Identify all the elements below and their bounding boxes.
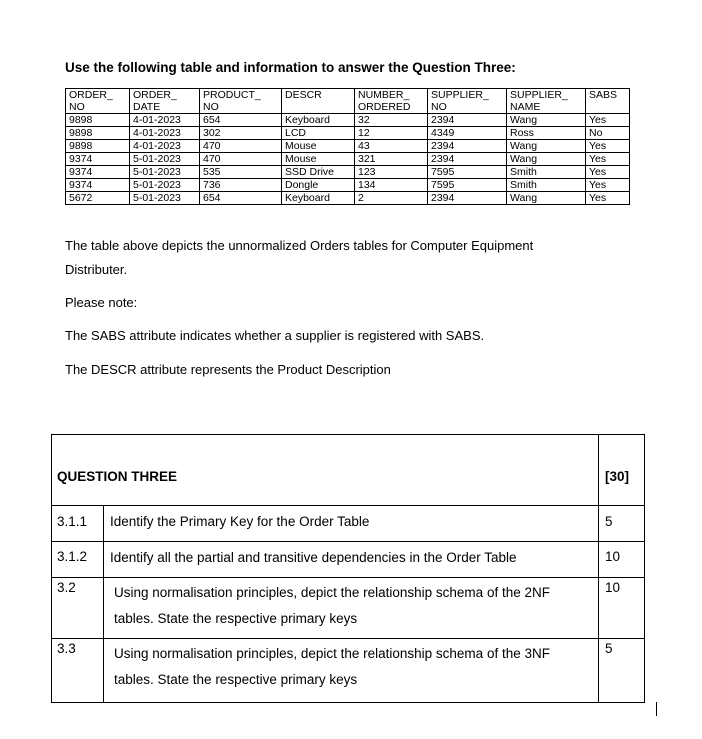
question-marks: 5: [605, 514, 613, 529]
cell-supplier-no: 4349: [428, 127, 507, 140]
cell-sabs: Yes: [586, 179, 630, 192]
table-description: The table above depicts the unnormalized Orders tables for Computer Equipment Distributer.: [65, 238, 534, 277]
orders-table: [65, 88, 630, 205]
cell-supplier-no: 2394: [428, 192, 507, 205]
cell-product-no: 654: [200, 114, 282, 127]
cell-order-no: 9374: [66, 166, 130, 179]
cell-number-ordered: 43: [355, 140, 428, 153]
section-heading: Use the following table and information to answer the Question Three:: [65, 60, 516, 75]
cell-number-ordered: 2: [355, 192, 428, 205]
cell-number-ordered: 123: [355, 166, 428, 179]
note-descr: The DESCR attribute represents the Product Description: [65, 362, 391, 377]
text-cursor: [656, 702, 657, 716]
cell-descr: Dongle: [282, 179, 355, 192]
note-label: Please note:: [65, 295, 138, 310]
cell-number-ordered: 32: [355, 114, 428, 127]
header-product-no: PRODUCT_ NO: [200, 89, 282, 114]
cell-order-date: 5-01-2023: [130, 153, 200, 166]
question-row: [52, 506, 645, 542]
cell-supplier-no: 2394: [428, 153, 507, 166]
cell-order-date: 5-01-2023: [130, 166, 200, 179]
cell-number-ordered: 12: [355, 127, 428, 140]
header-number-ordered: NUMBER_ ORDERED: [355, 89, 428, 114]
question-header-row: [52, 435, 645, 506]
table-row: [66, 127, 630, 140]
cell-order-no: 9374: [66, 153, 130, 166]
question-text: Identify the Primary Key for the Order Table: [110, 514, 370, 529]
question-total-marks: [30]: [605, 469, 630, 484]
orders-header-row: [66, 89, 630, 114]
cell-supplier-name: Wang: [507, 153, 586, 166]
question-marks: 5: [605, 641, 613, 656]
question-text: Identify all the partial and transitive dependencies in the Order Table: [110, 550, 517, 565]
table-row: [66, 179, 630, 192]
table-row: [66, 153, 630, 166]
cell-supplier-name: Wang: [507, 140, 586, 153]
cell-order-date: 4-01-2023: [130, 127, 200, 140]
cell-order-no: 9898: [66, 127, 130, 140]
cell-sabs: Yes: [586, 166, 630, 179]
header-order-date: ORDER_ DATE: [130, 89, 200, 114]
note-sabs: The SABS attribute indicates whether a supplier is registered with SABS.: [65, 328, 485, 343]
cell-order-no: 5672: [66, 192, 130, 205]
cell-order-date: 5-01-2023: [130, 192, 200, 205]
question-title: QUESTION THREE: [57, 469, 178, 484]
question-marks: 10: [605, 549, 621, 564]
question-number: 3.3: [57, 641, 76, 656]
cell-sabs: Yes: [586, 153, 630, 166]
cell-product-no: 535: [200, 166, 282, 179]
cell-descr: Keyboard: [282, 192, 355, 205]
question-marks: 10: [605, 580, 621, 595]
cell-order-no: 9374: [66, 179, 130, 192]
cell-order-date: 4-01-2023: [130, 114, 200, 127]
table-row: [66, 192, 630, 205]
header-sabs: SABS: [586, 89, 630, 114]
cell-product-no: 736: [200, 179, 282, 192]
header-descr: DESCR: [282, 89, 355, 114]
cell-supplier-name: Smith: [507, 179, 586, 192]
cell-supplier-name: Ross: [507, 127, 586, 140]
cell-supplier-no: 2394: [428, 140, 507, 153]
header-order-no: ORDER_ NO: [66, 89, 130, 114]
cell-supplier-name: Wang: [507, 114, 586, 127]
question-row: [52, 578, 645, 639]
table-row: [66, 140, 630, 153]
cell-order-no: 9898: [66, 114, 130, 127]
cell-supplier-no: 7595: [428, 179, 507, 192]
cell-supplier-name: Wang: [507, 192, 586, 205]
cell-product-no: 654: [200, 192, 282, 205]
cell-descr: SSD Drive: [282, 166, 355, 179]
cell-descr: Mouse: [282, 140, 355, 153]
table-row: [66, 114, 630, 127]
table-row: [66, 166, 630, 179]
question-number: 3.1.1: [57, 514, 88, 529]
question-text: Using normalisation principles, depict the relationship schema of the 3NF tables. State the respective primary keys: [114, 646, 550, 687]
header-supplier-no: SUPPLIER_ NO: [428, 89, 507, 114]
cell-supplier-name: Smith: [507, 166, 586, 179]
cell-descr: Keyboard: [282, 114, 355, 127]
cell-sabs: Yes: [586, 192, 630, 205]
header-supplier-name: SUPPLIER_ NAME: [507, 89, 586, 114]
question-row: [52, 639, 645, 703]
cell-supplier-no: 2394: [428, 114, 507, 127]
cell-product-no: 470: [200, 140, 282, 153]
cell-order-date: 5-01-2023: [130, 179, 200, 192]
cell-descr: LCD: [282, 127, 355, 140]
cell-product-no: 470: [200, 153, 282, 166]
question-number: 3.1.2: [57, 549, 88, 564]
cell-supplier-no: 7595: [428, 166, 507, 179]
cell-order-date: 4-01-2023: [130, 140, 200, 153]
cell-number-ordered: 321: [355, 153, 428, 166]
cell-descr: Mouse: [282, 153, 355, 166]
question-table: [51, 434, 645, 703]
cell-sabs: No: [586, 127, 630, 140]
cell-sabs: Yes: [586, 140, 630, 153]
cell-order-no: 9898: [66, 140, 130, 153]
cell-sabs: Yes: [586, 114, 630, 127]
question-text: Using normalisation principles, depict the relationship schema of the 2NF tables. State the respective primary keys: [114, 585, 550, 626]
cell-number-ordered: 134: [355, 179, 428, 192]
cell-product-no: 302: [200, 127, 282, 140]
question-row: [52, 542, 645, 578]
question-number: 3.2: [57, 580, 76, 595]
